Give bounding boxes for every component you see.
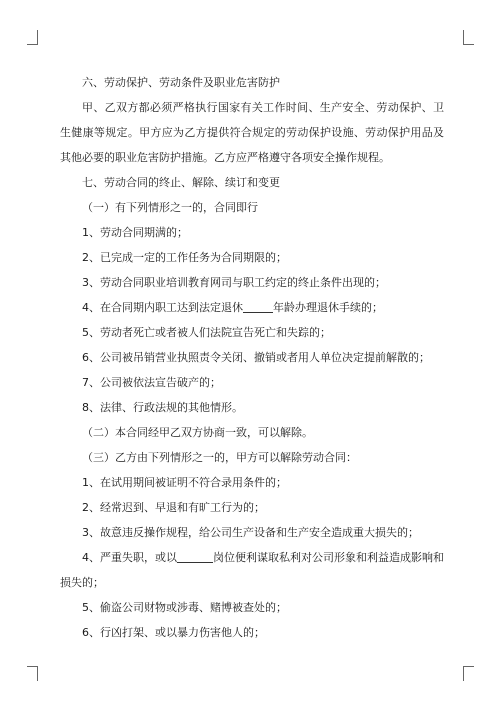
list-item: 6、行凶打架、或以暴力伤害他人的； — [82, 626, 265, 639]
subsection-1-heading: （一）有下列情形之一的，合同即行 — [82, 201, 258, 214]
list-item: 6、公司被吊销营业执照责令关闭、撤销或者用人单位决定提前解散的； — [82, 351, 430, 364]
list-item: 2、已完成一定的工作任务为合同期限的； — [82, 251, 287, 264]
list-item-negligence — [60, 545, 444, 595]
document-body — [60, 70, 444, 645]
list-item-text: 4、在合同期内职工达到法定退休 — [82, 301, 243, 314]
list-item: 2、经常迟到、早退和有旷工行为的； — [82, 501, 265, 514]
list-item: 1、劳动合同期满的； — [82, 226, 188, 239]
list-item: 5、劳动者死亡或者被人们法院宣告死亡和失踪的； — [82, 326, 331, 339]
subsection-3-heading: （三）乙方由下列情形之一的，甲方可以解除劳动合同： — [82, 451, 357, 464]
section-heading-6: 六、劳动保护、劳动条件及职业危害防护 — [82, 76, 280, 89]
crop-mark-bottom-right — [463, 666, 474, 681]
list-item: 3、故意违反操作规程，给公司生产设备和生产安全造成重大损失的； — [82, 526, 419, 539]
blank-fill-line — [177, 549, 213, 563]
list-item: 3、劳动合同职业培训教育网司与职工约定的终止条件出现的； — [82, 276, 386, 289]
subsection-2-heading: （二）本合同经甲乙双方协商一致，可以解除。 — [82, 426, 313, 439]
list-item-retirement — [60, 295, 444, 320]
list-item-text: 岗位便利谋取私利对公司形象和利益造成影响和损失的； — [60, 551, 444, 589]
list-item: 1、在试用期间被证明不符合录用条件的； — [82, 476, 287, 489]
blank-fill-line — [243, 299, 273, 313]
crop-mark-top-right — [463, 30, 474, 45]
list-item: 5、偷盗公司财物或涉毒、赌博被查处的； — [82, 601, 287, 614]
list-item-text: 年龄办理退休手续的； — [273, 301, 383, 314]
paragraph-labor-protection: 甲、乙双方都必须严格执行国家有关工作时间、生产安全、劳动保护、卫生健康等规定。甲方应为乙方提供符合规定的劳动保护设施、劳动保护用品及其他必要的职业危害防护措施。乙方应严格遵守各项安全操作规程。 — [60, 101, 444, 164]
list-item-text: 4、严重失职，或以 — [82, 551, 177, 564]
section-heading-7: 七、劳动合同的终止、解除、续订和变更 — [82, 176, 280, 189]
list-item: 8、法律、行政法规的其他情形。 — [82, 401, 243, 414]
crop-mark-bottom-left — [27, 666, 38, 681]
list-item: 7、公司被依法宣告破产的； — [82, 376, 221, 389]
crop-mark-top-left — [27, 30, 38, 45]
